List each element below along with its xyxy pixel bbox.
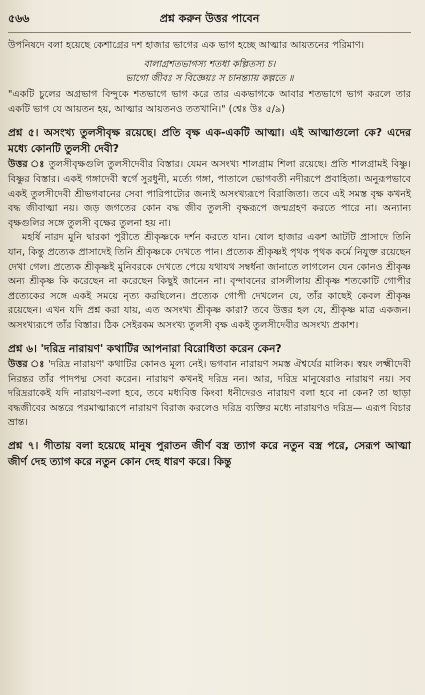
answer-6-text: 'দরিদ্র নারায়ণ' কথাটির কোনও মূল্য নেই। ভগবান নারায়ণ সমস্ত ঐশ্বর্যের মালিক। স্বয়ং লক্ষ্মীদেবী নিরন্তর তাঁর পাদপদ্ম সেবা করেন। নারায়ণ কখনই দরিদ্র নন। আর, দরিদ্র মানুষেরাও নারায়ণ নয়। সব দরিদ্ররাকেই যদি নারায়ণ-বলা হবে, তবে মধ্যবিত্ত কিংবা ধনীদেরও নারায়ণ বলা হবে না কেন? তা ছাড়া বদ্ধজীবের অন্তরে পরমাত্মারূপে নারায়ণ বিরাজ করলেও দরিদ্র ব্যক্তির মধ্যে নারায়ণও দরিদ্র— এরূপ বিচার ভ্রান্ত। [8, 358, 411, 429]
page-body [8, 39, 411, 471]
answer-6-paragraph [8, 358, 411, 431]
answer-5-paragraph-1 [8, 158, 411, 231]
question-5-text: অসংখ্য তুলসীবৃক্ষ রয়েছে। প্রতি বৃক্ষ এক-একটি আত্মা। এই আত্মাগুলো কে? এদের মধ্যে কোনটি তুলসী দেবী? [8, 126, 411, 155]
answer-5-label: উত্তর ঃ [8, 159, 46, 171]
scripture-reference: (শ্বেঃ উঃ ৫/৯) [228, 104, 285, 115]
question-7-text: গীতায় বলা হয়েছে মানুষ পুরাতন জীর্ণ বস্ত্র ত্যাগ করে নতুন বস্ত্র পরে, সেরূপ আত্মা জীর্ণ দেহ ত্যাগ করে নতুন কোন দেহ ধারণ করে। কিন্তু [8, 439, 411, 469]
answer-5-text-1: তুলসীবৃক্ষগুলি তুলসীদেবীর বিস্তার। যেমন অসংখ্য শালগ্রাম শিলা রয়েছে। প্রতি শালগ্রামই বিষ্ণু। বিষ্ণুর বিস্তার। একই গঙ্গাদেবী স্বর্গে সুরধুনী, মর্ত্যে গঙ্গা, পাতালে ভোগবতী নদীরূপে প্রবাহিতা। অনুরূপভাবে একই তুলসীদেবী শ্রীভগবানের সেবা পারিপাট্যের জন্যই অসংখ্যরূপে বিরাজিতা। তবে এই সমস্ত বৃক্ষ কখনই বদ্ধ জীবাত্মা নয়। জড় জগতের কোন বদ্ধ জীব তুলসী বৃক্ষরূপে জন্মগ্রহণ করতে পারে না। অন্যান্য বৃক্ষগুলির সঙ্গে তুলসী বৃক্ষের তুলনা হয় না। [8, 159, 411, 229]
answer-5-paragraph-2: মহর্ষি নারদ মুনি দ্বারকা পুরীতে শ্রীকৃষ্ণকে দর্শন করতে যান। ষোল হাজার একশ আটটি প্রাসাদে তিনি যান, কিন্তু প্রত্যেক প্রাসাদেই তিনি শ্রীকৃষ্ণকে দেখতে পান। প্রত্যেক শ্রীকৃষ্ণই পৃথক পৃথক কর্মে নিযুক্ত রয়েছেন দেখা গেল। প্রত্যেক শ্রীকৃষ্ণই মুনিবরকে দেখতে পেয়ে যথাযথ সম্বর্ধনা জানাতে লাগলেন যেন কোনও শ্রীকৃষ্ণ অন্য শ্রীকৃষ্ণ কি করেছেন না করেছেন কিছুই জানেন না। বৃন্দাবনের রাসলীলায় শ্রীকৃষ্ণ শতকোটি গোপীর প্রত্যেকের সঙ্গে একই সময়ে নৃত্য করছিলেন। প্রত্যেক গোপী দেখলেন যে, তাঁর কাছেই কেবল শ্রীকৃষ্ণ রয়েছেন। এখন যদি প্রশ্ন করা যায়, এত অসংখ্য শ্রীকৃষ্ণ কারা? তবে উত্তর হল যে, শ্রীকৃষ্ণ মাত্র একজন। অসংখ্যরূপে তাঁর বিস্তার। ঠিক সেইরকম অসংখ্য তুলসী বৃক্ষ একই তুলসীদেবীর অসংখ্য প্রকাশ। [8, 232, 411, 331]
verse-translation [8, 88, 411, 117]
sanskrit-verse [8, 58, 411, 87]
verse-line-1: বালাগ্রশতভাগস্য শতধা কল্পিতস্য চ। [143, 58, 276, 70]
intro-paragraph: উপনিষদে বলা হয়েছে কেশাগ্রের দশ হাজার ভাগের এক ভাগ হচ্ছে আত্মার আয়তনের পরিমাণ। [8, 40, 365, 51]
question-5-label: প্রশ্ন ৫। [8, 126, 39, 139]
translation-text: "একটি চুলের অগ্রভাগ বিন্দুকে শতভাগে ভাগ করে তার একভাগকে আবার শতভাগে ভাগ করলে তার একটি ভাগ যে আয়তন হয়, আত্মার আয়তনও ততখানি।" [8, 89, 411, 115]
question-7 [8, 438, 411, 471]
question-7-label: প্রশ্ন ৭। [8, 439, 39, 452]
page-number: ৫৬৬ [8, 12, 30, 25]
question-6-label: প্রশ্ন ৬। [8, 342, 37, 355]
question-5 [8, 125, 411, 158]
verse-line-2: ভাগো জীবঃ স বিজ্ঞেয়ঃ স চানন্ত্যায় কল্পতে ॥ [125, 73, 294, 84]
answer-6-label: উত্তর ঃ [8, 358, 45, 370]
question-6 [8, 341, 411, 357]
page-header [8, 10, 411, 33]
question-6-text: 'দরিদ্র নারায়ণ' কথাটির আপনারা বিরোধিতা করেন কেন? [40, 342, 282, 355]
running-head: প্রশ্ন করুন উত্তর পাবেন [159, 12, 260, 25]
